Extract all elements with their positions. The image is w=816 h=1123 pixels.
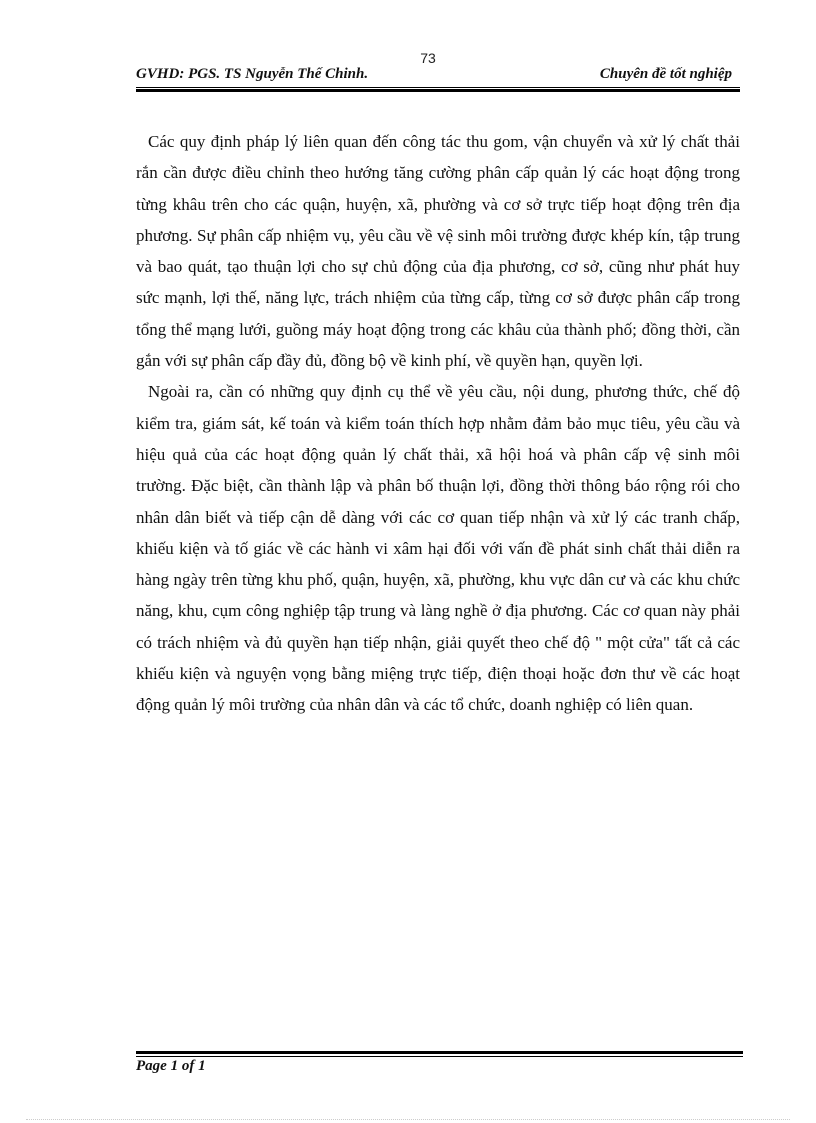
page-header bbox=[136, 66, 740, 88]
page-number: 73 bbox=[420, 50, 436, 66]
footer-page-info: Page 1 of 1 bbox=[136, 1058, 206, 1074]
footer-divider-thick bbox=[136, 1051, 743, 1054]
header-document-type: Chuyên đề tốt nghiệp bbox=[599, 66, 732, 82]
document-body bbox=[136, 126, 740, 721]
paragraph-1: Các quy định pháp lý liên quan đến công tác thu gom, vận chuyển và xử lý chất thải rắn cần được điều chỉnh theo hướng tăng cường phân cấp quản lý các hoạt động trong từng khâu trên cho các quận, huyện, xã, phường và cơ sở trực tiếp hoạt động trên địa phương. Sự phân cấp nhiệm vụ, yêu cầu về vệ sinh môi trường được khép kín, tập trung và bao quát, tạo thuận lợi cho sự chủ động của địa phương, cơ sở, cũng như phát huy sức mạnh, lợi thế, năng lực, trách nhiệm của từng cấp, từng cơ sở được phân cấp trong tổng thể mạng lưới, guồng máy hoạt động trong các khâu của thành phố; đồng thời, cần gắn với sự phân cấp đầy đủ, đồng bộ về kinh phí, về quyền hạn, quyền lợi. bbox=[136, 132, 740, 371]
page-edge bbox=[26, 1119, 790, 1120]
header-divider-thick bbox=[136, 89, 740, 92]
header-supervisor: GVHD: PGS. TS Nguyễn Thế Chinh. bbox=[136, 66, 369, 82]
header-divider-thin bbox=[136, 87, 740, 88]
footer-divider-thin bbox=[136, 1056, 743, 1057]
paragraph-2: Ngoài ra, cần có những quy định cụ thể về yêu cầu, nội dung, phương thức, chế độ kiểm tra, giám sát, kế toán và kiểm toán thích hợp nhằm đảm bảo mục tiêu, yêu cầu và hiệu quả của các hoạt động quản lý chất thải, xã hội hoá và phân cấp vệ sinh môi trường. Đặc biệt, cần thành lập và phân bố thuận lợi, đồng thời thông báo rộng rói cho nhân dân biết và tiếp cận dễ dàng với các cơ quan tiếp nhận và xử lý các tranh chấp, khiếu kiện và tố giác về các hành vi xâm hại đối với vấn đề phát sinh chất thải diễn ra hàng ngày trên từng khu phố, quận, huyện, xã, phường, khu vực dân cư và các khu chức năng, khu, cụm công nghiệp tập trung và làng nghề ở địa phương. Các cơ quan này phải có trách nhiệm và đủ quyền hạn tiếp nhận, giải quyết theo chế độ " một cửa" tất cả các khiếu kiện và nguyện vọng bằng miệng trực tiếp, điện thoại hoặc đơn thư về các hoạt động quản lý môi trường của nhân dân và các tổ chức, doanh nghiệp có liên quan. bbox=[136, 382, 740, 715]
